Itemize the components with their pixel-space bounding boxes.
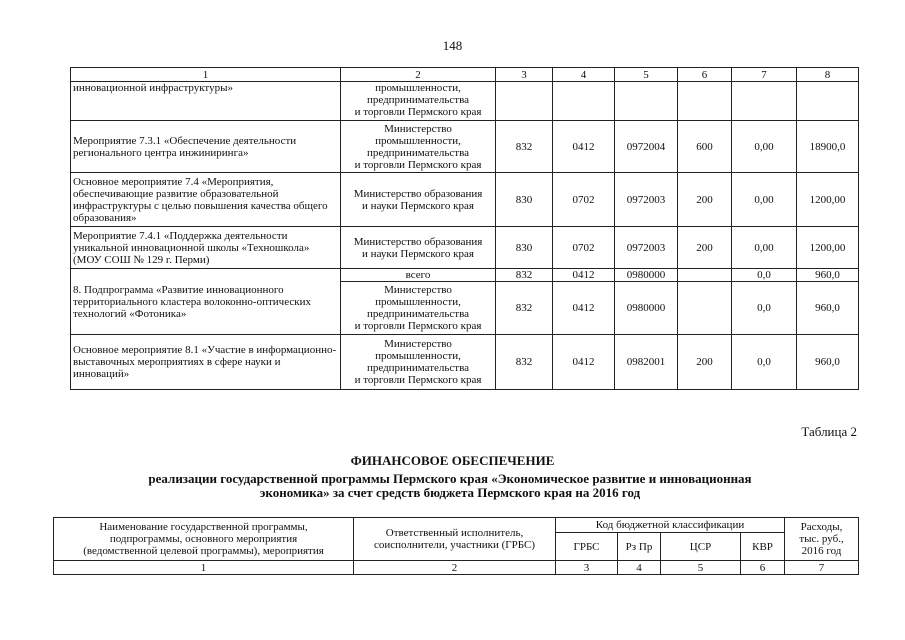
cell-grbs: 832 [496,335,553,390]
row-executor [341,335,496,390]
header-line: соисполнители, участники (ГРБС) [374,539,535,551]
cell-expenses: 1200,00 [797,227,859,269]
cell-col7: 0,00 [732,173,797,227]
table-row [71,121,859,173]
column-number: 6 [741,561,785,575]
cell-kvr [678,82,732,121]
executor-line: предпринимательства [366,94,470,106]
row-executor [341,173,496,227]
cell-expenses: 960,0 [797,335,859,390]
header-row [54,518,859,533]
header-executor-column [354,518,556,561]
row-name: Мероприятие 7.3.1 «Обеспечение деятельности регионального центра инжиниринга» [71,121,341,173]
header-line: подпрограммы, основного мероприятия [109,533,298,545]
column-number: 2 [341,68,496,82]
header-grbs: ГРБС [556,533,618,561]
cell-grbs: 830 [496,227,553,269]
column-number: 3 [556,561,618,575]
column-number: 5 [661,561,741,575]
row-executor [341,282,496,335]
header-line: 2016 год [801,545,842,557]
executor-line: Министерство образования [353,187,483,200]
budget-table-header [53,517,859,575]
cell-col7: 0,0 [732,282,797,335]
subtitle-line: реализации государственной программы Пермского края «Экономическое развитие и инновационная [148,471,752,486]
cell-expenses: 960,0 [797,282,859,335]
table-row [71,227,859,269]
executor-line: и науки Пермского края [362,247,474,260]
cell-expenses: 960,0 [797,269,859,282]
header-expenses-column [785,518,859,561]
cell-expenses: 1200,00 [797,173,859,227]
executor-line: и торговли Пермского края [354,320,482,332]
table-label: Таблица 2 [801,424,857,439]
cell-csr: 0972003 [615,173,678,227]
executor-line: предпринимательства [366,362,470,374]
table-row [71,173,859,227]
cell-csr: 0972003 [615,227,678,269]
row-executor [341,227,496,269]
subtitle-line: экономика» за счет средств бюджета Пермского края на 2016 год [259,485,641,500]
cell-col7: 0,0 [732,335,797,390]
cell-csr: 0982001 [615,335,678,390]
cell-kvr: 200 [678,227,732,269]
cell-col7: 0,0 [732,269,797,282]
column-number: 8 [797,68,859,82]
column-number-row [54,561,859,575]
column-number: 4 [553,68,615,82]
row-executor [341,82,496,121]
cell-rzpr: 0702 [553,227,615,269]
cell-kvr: 200 [678,173,732,227]
executor-line: и науки Пермского края [362,199,474,212]
executor-line: и торговли Пермского края [354,106,482,118]
row-name: Основное мероприятие 7.4 «Мероприятия, обеспечивающие развитие образовательной инфраструктуры с целью повышения качества общего образования» [71,173,341,227]
cell-expenses: 18900,0 [797,121,859,173]
cell-csr: 0980000 [615,282,678,335]
table-row [71,82,859,121]
header-rzpr: Рз Пр [618,533,661,561]
executor-line: Министерство [384,338,452,350]
cell-grbs: 830 [496,173,553,227]
cell-csr [615,82,678,121]
row-name: Основное мероприятие 8.1 «Участие в информационно-выставочных мероприятиях в сфере науки и инноваций» [71,335,341,390]
executor-line: предпринимательства [366,308,470,320]
executor-line: Министерство [384,284,452,296]
header-line: Расходы, [800,521,843,533]
row-executor: всего [341,269,496,282]
table-row [71,335,859,390]
cell-rzpr: 0412 [553,335,615,390]
budget-table-continued [70,67,859,390]
executor-line: и торговли Пермского края [354,374,482,386]
section-title: ФИНАНСОВОЕ ОБЕСПЕЧЕНИЕ [350,453,555,468]
header-line: Ответственный исполнитель, [385,527,524,539]
cell-grbs [496,82,553,121]
cell-kvr: 200 [678,335,732,390]
executor-line: промышленности, [375,350,461,362]
cell-rzpr: 0412 [553,121,615,173]
section-subtitle [100,472,800,500]
cell-kvr [678,269,732,282]
page-number: 148 [442,38,463,53]
row-name: инновационной инфраструктуры» [71,82,341,121]
column-number: 5 [615,68,678,82]
cell-grbs: 832 [496,269,553,282]
executor-line: промышленности, [375,134,461,147]
header-budget-codes: Код бюджетной классификации [556,518,785,533]
subprogram-name: 8. Подпрограмма «Развитие инновационного территориального кластера волоконно-оптических технологий «Фотоника» [71,269,341,335]
cell-grbs: 832 [496,121,553,173]
column-number: 7 [785,561,859,575]
cell-csr: 0972004 [615,121,678,173]
cell-rzpr [553,82,615,121]
cell-rzpr: 0412 [553,282,615,335]
column-number: 1 [71,68,341,82]
executor-line: промышленности, [375,82,461,94]
executor-line: и торговли Пермского края [354,158,482,171]
cell-expenses [797,82,859,121]
executor-line: предпринимательства [366,146,470,159]
cell-kvr [678,282,732,335]
executor-line: Министерство образования [353,235,483,248]
row-name: Мероприятие 7.4.1 «Поддержка деятельности уникальной инновационной школы «Техношкола» (МОУ СОШ № 129 г. Перми) [71,227,341,269]
cell-grbs: 832 [496,282,553,335]
column-number: 6 [678,68,732,82]
cell-csr: 0980000 [615,269,678,282]
header-kvr: КВР [741,533,785,561]
header-csr: ЦСР [661,533,741,561]
row-executor [341,121,496,173]
column-number: 7 [732,68,797,82]
header-name-column [54,518,354,561]
column-number: 3 [496,68,553,82]
column-number: 1 [54,561,354,575]
executor-line: Министерство [384,122,452,135]
cell-col7 [732,82,797,121]
column-number: 4 [618,561,661,575]
cell-kvr: 600 [678,121,732,173]
header-line: (ведомственной целевой программы), мероприятия [83,545,324,557]
column-number: 2 [354,561,556,575]
cell-col7: 0,00 [732,227,797,269]
header-line: Наименование государственной программы, [99,521,308,533]
column-number-row [71,68,859,82]
header-line: тыс. руб., [799,533,844,545]
cell-col7: 0,00 [732,121,797,173]
executor-line: промышленности, [375,296,461,308]
cell-rzpr: 0702 [553,173,615,227]
cell-rzpr: 0412 [553,269,615,282]
table-row [71,269,859,282]
